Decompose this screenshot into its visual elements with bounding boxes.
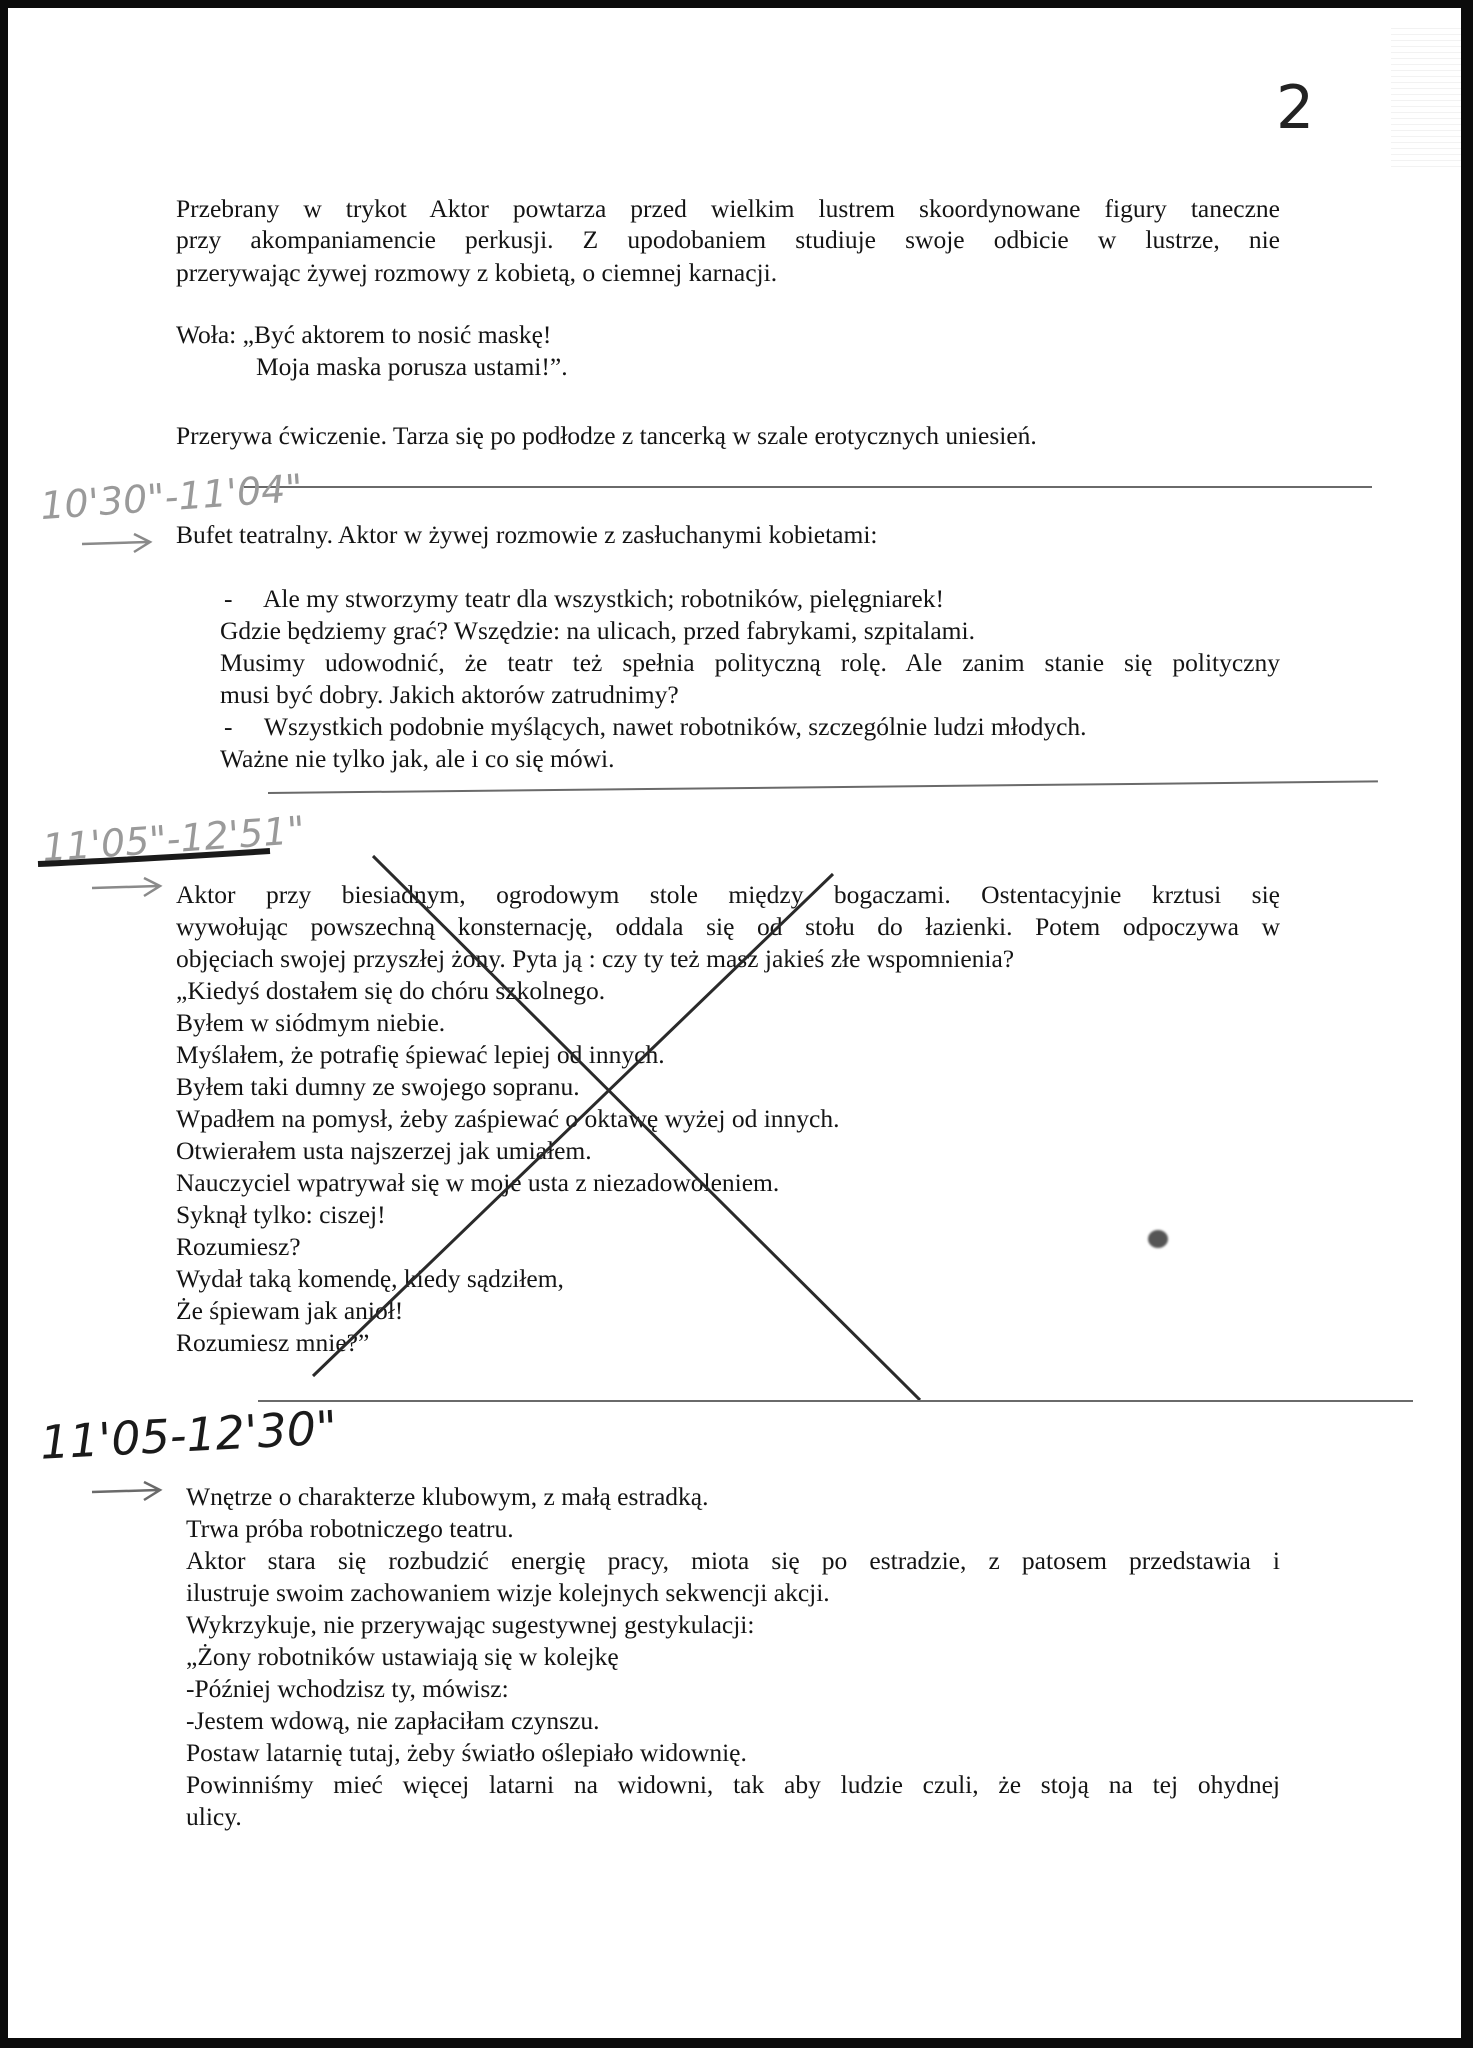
text-line: Rozumiesz mnie?” (176, 1328, 370, 1357)
arrow-icon (88, 1478, 168, 1504)
text-line: musi być dobry. Jakich aktorów zatrudnimy? (220, 680, 679, 709)
text-line: Woła: „Być aktorem to nosić maskę! (176, 320, 552, 349)
text-line: Wykrzykuje, nie przerywając sugestywnej gestykulacji: (186, 1610, 755, 1639)
text-line: - Wszystkich podobnie myślących, nawet robotników, szczególnie ludzi młodych. (224, 712, 1087, 741)
text-line: Otwierałem usta najszerzej jak umiałem. (176, 1136, 592, 1165)
text-line: Syknął tylko: ciszej! (176, 1200, 386, 1229)
text-line: ulicy. (186, 1802, 242, 1831)
time-note: 10'30"-11'04" (38, 465, 305, 529)
text-line: ilustruje swoim zachowaniem wizje kolejnych sekwencji akcji. (186, 1578, 830, 1607)
time-note: 11'05"-12'51" (40, 807, 307, 871)
text-line: Gdzie będziemy grać? Wszędzie: na ulicach, przed fabrykami, szpitalami. (220, 616, 975, 645)
text-line: Aktor przy biesiadnym, ogrodowym stole między bogaczami. Ostentacyjnie krztusi się (176, 880, 1280, 909)
text-line: Postaw latarnię tutaj, żeby światło oślepiało widownię. (186, 1738, 747, 1767)
text-line: wywołując powszechną konsternację, oddala się od stołu do łazienki. Potem odpoczywa w (176, 912, 1280, 941)
text-line: „Żony robotników ustawiają się w kolejkę (186, 1642, 619, 1671)
text-line: Aktor stara się rozbudzić energię pracy, miota się po estradzie, z patosem przedstawia i (186, 1546, 1280, 1575)
ink-smudge (1148, 1230, 1168, 1248)
section-divider (258, 1400, 1413, 1402)
text-line: Ważne nie tylko jak, ale i co się mówi. (220, 744, 615, 773)
text-line: Że śpiewam jak anioł! (176, 1296, 404, 1325)
text-line: Wpadłem na pomysł, żeby zaśpiewać o oktawę wyżej od innych. (176, 1104, 840, 1133)
text-line: Byłem w siódmym niebie. (176, 1008, 446, 1037)
text-line: Przerywa ćwiczenie. Tarza się po podłodze z tancerką w szale erotycznych uniesień. (176, 421, 1037, 450)
page-number: 2 (1276, 73, 1315, 143)
text-line: - Ale my stworzymy teatr dla wszystkich; robotników, pielęgniarek! (224, 584, 944, 613)
text-line: Bufet teatralny. Aktor w żywej rozmowie z zasłuchanymi kobietami: (176, 520, 878, 549)
text-line: Powinniśmy mieć więcej latarni na widowni, tak aby ludzie czuli, że stoją na tej ohydnej (186, 1770, 1280, 1799)
text-line: Wnętrze o charakterze klubowym, z małą estradką. (186, 1482, 709, 1511)
text-line: przerywając żywej rozmowy z kobietą, o ciemnej karnacji. (176, 258, 778, 287)
text-line: Przebrany w trykot Aktor powtarza przed wielkim lustrem skoordynowane figury taneczne (176, 194, 1280, 223)
text-line: Myślałem, że potrafię śpiewać lepiej od innych. (176, 1040, 665, 1069)
document-page (8, 8, 1461, 2038)
text-line: przy akompaniamencie perkusji. Z upodobaniem studiuje swoje odbicie w lustrze, nie (176, 225, 1280, 254)
text-line: Moja maska porusza ustami!”. (256, 352, 568, 381)
text-line: -Jestem wdową, nie zapłaciłam czynszu. (186, 1706, 600, 1735)
text-line: Trwa próba robotniczego teatru. (186, 1514, 514, 1543)
text-line: objęciach swojej przyszłej żony. Pyta ją : czy ty też masz jakieś złe wspomnienia? (176, 944, 1015, 973)
text-line: Rozumiesz? (176, 1232, 301, 1261)
text-line: Wydał taką komendę, kiedy sądziłem, (176, 1264, 564, 1293)
text-line: „Kiedyś dostałem się do chóru szkolnego. (176, 976, 606, 1005)
text-line: Byłem taki dumny ze swojego sopranu. (176, 1072, 580, 1101)
text-line: Nauczyciel wpatrywał się w moje usta z niezadowoleniem. (176, 1168, 780, 1197)
text-line: Musimy udowodnić, że teatr też spełnia polityczną rolę. Ale zanim stanie się polityczny (220, 648, 1280, 677)
time-note: 11'05-12'30" (38, 1400, 339, 1470)
text-line: -Później wchodzisz ty, mówisz: (186, 1674, 509, 1703)
